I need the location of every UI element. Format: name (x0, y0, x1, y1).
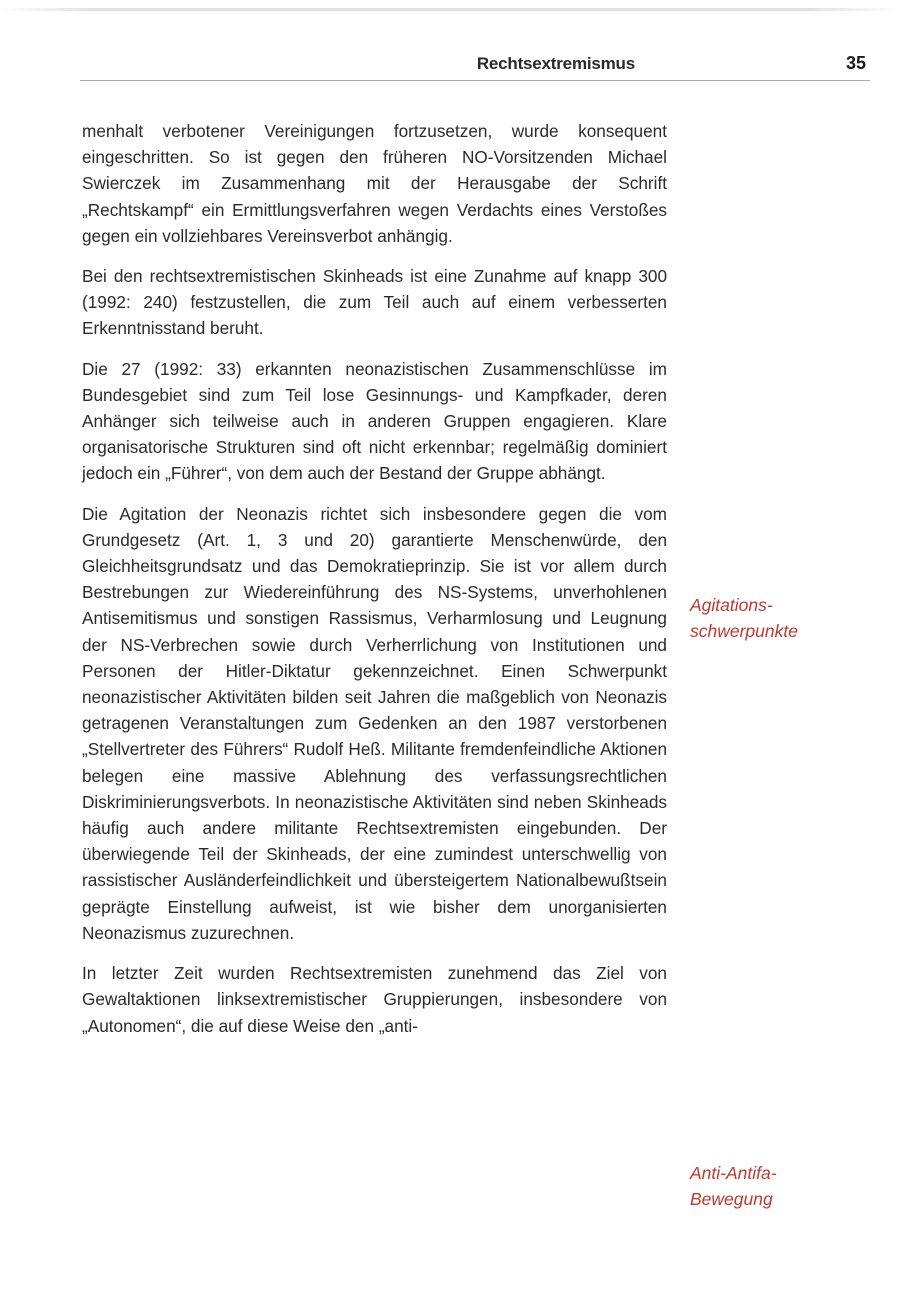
margin-note-line: Anti-Antifa- (690, 1163, 777, 1183)
paragraph: Bei den rechtsextremistischen Skinheads ist eine Zunahme auf knapp 300 (1992: 240) festzustellen, die zum Teil auch auf einem verbesserten Erkenntnisstand beruht. (82, 266, 667, 339)
top-scan-rule (0, 8, 900, 11)
margin-note-line: Bewegung (690, 1189, 773, 1209)
page-header (80, 52, 870, 81)
margin-note-line: schwerpunkte (690, 621, 798, 641)
paragraph: In letzter Zeit wurden Rechtsextremisten zunehmend das Ziel von Gewaltaktionen linksextremistischer Gruppierungen, insbesondere von „Autonomen“, die auf diese Weise den „anti- (82, 963, 667, 1036)
body-text (82, 118, 667, 1053)
paragraph: menhalt verbotener Vereinigungen fortzusetzen, wurde konsequent eingeschritten. So ist gegen den früheren NO-Vorsitzenden Michael Swierczek im Zusammenhang mit der Herausgabe der Schrift „Rechtskampf“ ein Ermittlungsverfahren wegen Verdachts eines Verstoßes gegen ein vollziehbares Vereinsverbot anhängig. (82, 121, 667, 246)
paragraph: Die 27 (1992: 33) erkannten neonazistischen Zusammenschlüsse im Bundesgebiet sind zum Teil lose Gesinnungs- und Kampfkader, deren Anhänger sich teilweise auch in anderen Gruppen engagieren. Klare organisatorische Strukturen sind oft nicht erkennbar; regelmäßig dominiert jedoch ein „Führer“, von dem auch der Bestand der Gruppe abhängt. (82, 358, 667, 484)
margin-note-line: Agitations- (690, 595, 773, 615)
running-title: Rechtsextremismus (476, 54, 635, 73)
page-number: 35 (845, 53, 866, 73)
paragraph: Die Agitation der Neonazis richtet sich insbesondere gegen die vom Grundgesetz (Art. 1, 3 und 20) garantierte Menschenwürde, den Gleichheitsgrundsatz und das Demokratieprinzip. Sie ist vor allem durch Bestrebungen zur Wiedereinführung des NS-Systems, unverhohlenen Antisemitismus und sonstigen Rassismus, Verharmlosung und Leugnung der NS-Verbrechen sowie durch Verherrlichung von Institutionen und Personen der Hitler-Diktatur gekennzeichnet. Einen Schwerpunkt neonazistischer Aktivitäten bilden seit Jahren die maßgeblich von Neonazis getragenen Veranstaltungen zum Gedenken an den 1987 verstorbenen „Stellvertreter des Führers“ Rudolf Heß. Militante fremdenfeindliche Aktionen belegen eine massive Ablehnung des verfassungsrechtlichen Diskriminierungsverbots. In neonazistische Aktivitäten sind neben Skinheads häufig auch andere militante Rechtsextremisten eingebunden. Der überwiegende Teil der Skinheads, der eine zumindest unterschwellig von rassistischer Ausländerfeindlichkeit und übersteigertem Nationalbewußtsein geprägte Einstellung aufweist, ist wie bisher dem unorganisierten Neonazismus zuzurechnen. (82, 503, 667, 943)
margin-note-anti-antifa-bewegung (690, 1160, 880, 1212)
margin-note-agitationsschwerpunkte (690, 592, 880, 644)
